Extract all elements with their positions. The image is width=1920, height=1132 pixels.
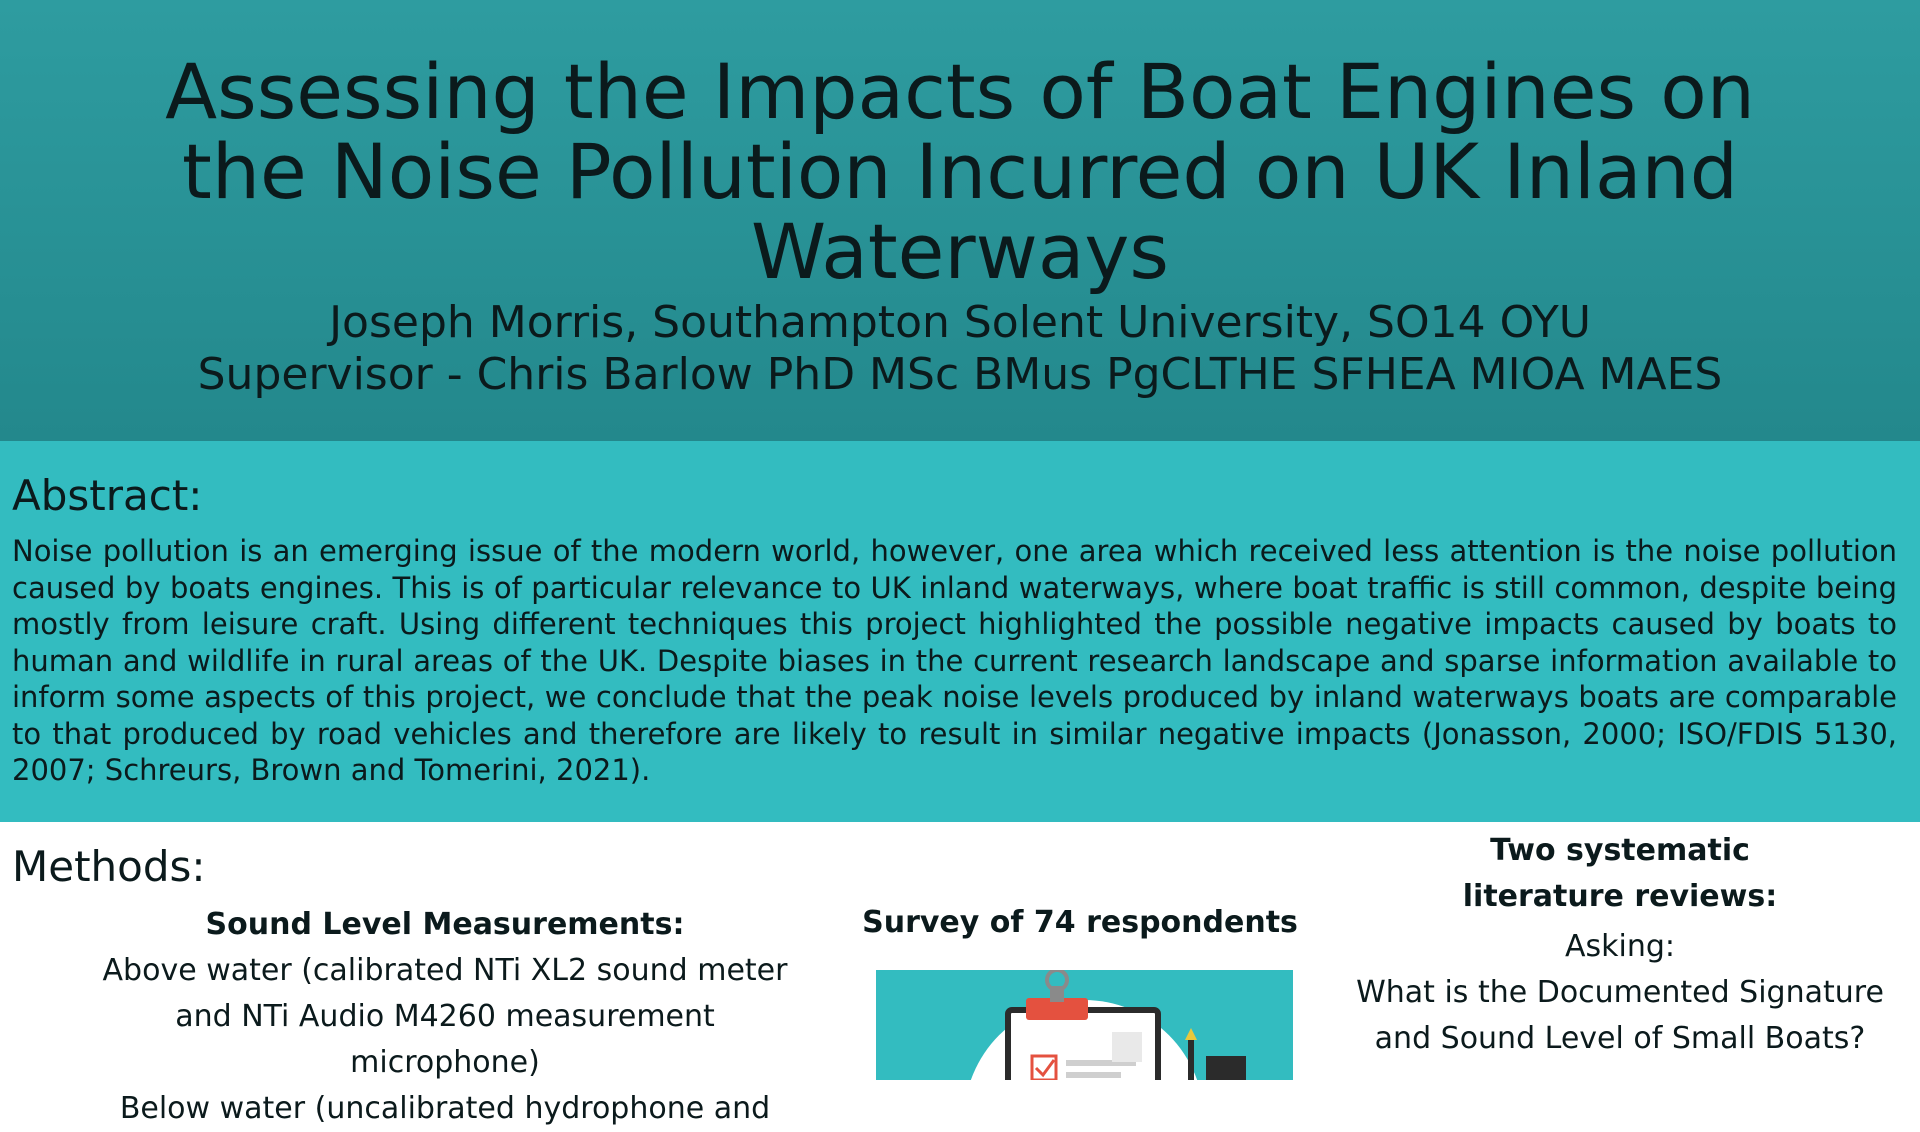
sound-line-2: and NTi Audio M4260 measurement microphone) <box>175 999 715 1080</box>
sound-line-1: Above water (calibrated NTi XL2 sound meter <box>102 953 788 988</box>
title-line-1: Assessing the Impacts of Boat Engines on <box>165 47 1755 136</box>
sound-line-3: Below water (uncalibrated hydrophone and <box>119 1091 771 1126</box>
reviews-question-line-2: and Sound Level of Small Boats? <box>1374 1021 1866 1056</box>
reviews-question-line-1: What is the Documented Signature <box>1356 975 1884 1010</box>
methods-section <box>0 822 1920 1126</box>
reviews-title-line-2: literature reviews: <box>1462 879 1778 914</box>
methods-heading: Methods: <box>12 842 206 891</box>
title-line-2: the Noise Pollution Incurred on UK Inland <box>182 127 1738 216</box>
reviews-asking: Asking: <box>1564 929 1676 964</box>
abstract-heading: Abstract: <box>12 471 203 520</box>
survey-title: Survey of 74 respondents <box>862 905 1298 940</box>
reviews-title-line-1: Two systematic <box>1490 833 1750 868</box>
poster-title <box>120 47 1800 296</box>
literature-reviews-column <box>1340 828 1900 1062</box>
author-line: Joseph Morris, Southampton Solent University, SO14 OYU <box>329 297 1591 348</box>
sound-measurements-title: Sound Level Measurements: <box>205 907 685 942</box>
sound-measurements-column <box>80 902 810 1132</box>
survey-column <box>860 900 1300 946</box>
abstract-section <box>0 441 1920 822</box>
abstract-body: Noise pollution is an emerging issue of the modern world, however, one area which received less attention is the noise pollution caused by boats engines. This is of particular relevance to UK inland waterways, where boat traffic is still common, despite being mostly from leisure craft. Using different techniques this project highlighted the possible negative impacts caused by boats to human and wildlife in rural areas of the UK. Despite biases in the current research landscape and sparse information available to inform some aspects of this project, we conclude that the peak noise levels produced by inland waterways boats are comparable to that produced by road vehicles and therefore are likely to result in similar negative impacts (Jonasson, 2000; ISO/FDIS 5130, 2007; Schreurs, Brown and Tomerini, 2021). <box>12 534 1897 787</box>
poster-header <box>0 0 1920 441</box>
title-line-3: Waterways <box>751 207 1169 296</box>
clipboard-survey-icon <box>876 970 1293 1080</box>
survey-illustration <box>876 970 1293 1080</box>
supervisor-line: Supervisor - Chris Barlow PhD MSc BMus PgCLTHE SFHEA MIOA MAES <box>197 349 1723 400</box>
